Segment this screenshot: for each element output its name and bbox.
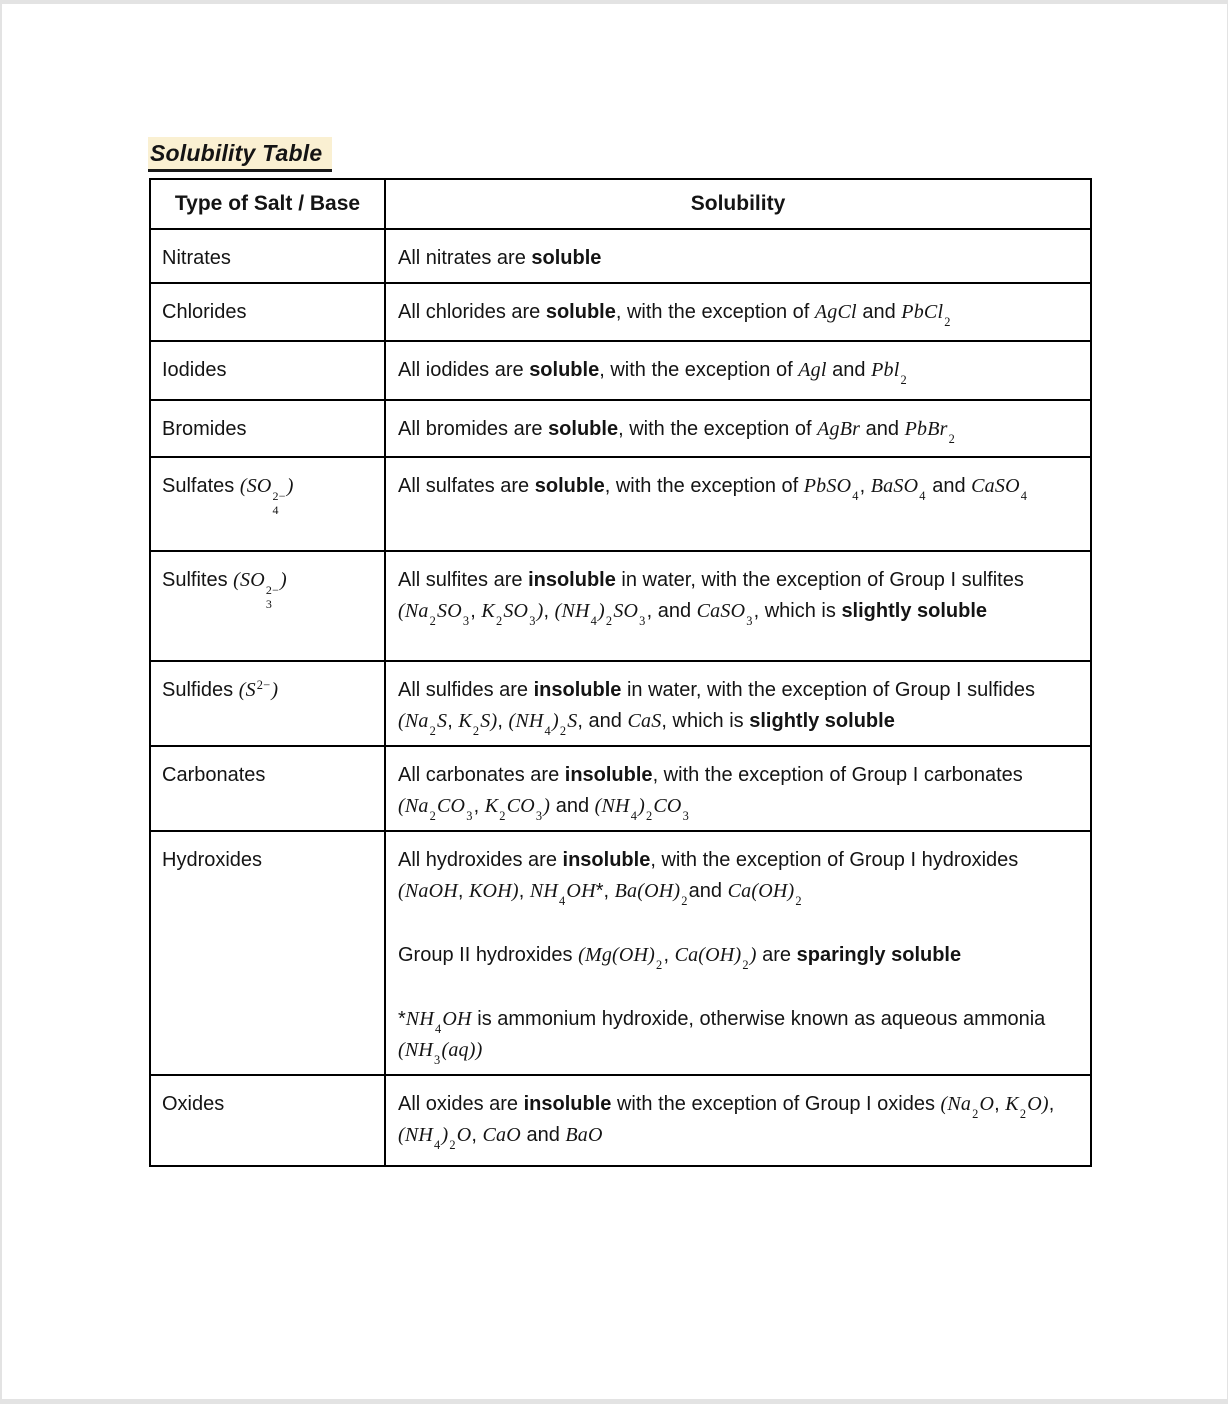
formula-text: BaO <box>565 1124 603 1146</box>
text-segment: , and <box>577 710 628 732</box>
chemical-formula <box>594 795 690 823</box>
bold-text-segment: insoluble <box>533 679 622 701</box>
text-segment: Carbonates <box>162 764 266 786</box>
solubility-paragraph <box>398 675 1074 737</box>
chemical-formula <box>398 710 448 738</box>
formula-text: S <box>437 710 448 732</box>
salt-type-cell <box>150 341 385 400</box>
text-segment: , <box>473 795 485 817</box>
formula-text: K <box>458 710 472 732</box>
text-segment: and <box>926 475 972 497</box>
bold-text-segment: soluble <box>531 247 602 269</box>
formula-text: CaS <box>627 710 662 732</box>
chemical-formula <box>901 301 951 329</box>
formula-text: Ca(OH) <box>727 880 795 902</box>
salt-type-cell <box>150 831 385 1075</box>
formula-subscript: 4 <box>434 1021 442 1036</box>
formula-text: ) <box>551 710 559 732</box>
chemical-formula <box>803 475 860 503</box>
formula-text: K <box>481 600 495 622</box>
formula-text: ) <box>271 679 279 701</box>
chemical-formula <box>674 944 757 972</box>
formula-text: CaO <box>482 1124 521 1146</box>
text-segment: , with the exception of <box>604 475 804 497</box>
formula-subscript: 3 <box>535 808 543 823</box>
formula-text: ) <box>598 600 605 622</box>
formula-text: SO <box>613 600 639 622</box>
formula-text: (SO <box>233 569 265 591</box>
chemical-formula <box>871 359 908 387</box>
text-segment: , <box>994 1093 1006 1115</box>
solubility-cell <box>385 229 1091 283</box>
text-segment: , <box>457 880 470 902</box>
formula-subscript: 4 <box>852 488 859 503</box>
solubility-cell <box>385 831 1091 1075</box>
formula-subscript: 4 <box>434 1137 441 1152</box>
solubility-paragraph <box>398 471 1074 502</box>
formula-text: CaSO <box>971 475 1020 497</box>
chemical-formula <box>904 418 956 446</box>
solubility-cell <box>385 746 1091 831</box>
table-row <box>150 341 1091 400</box>
chemical-formula <box>481 600 544 628</box>
formula-text: K <box>484 795 499 817</box>
text-segment: and <box>856 301 902 323</box>
bold-text-segment: insoluble <box>562 849 651 871</box>
text-segment: All sulfites are <box>398 569 529 591</box>
formula-text: ) <box>536 600 544 622</box>
table-row <box>150 746 1091 831</box>
chemical-formula <box>469 880 519 902</box>
table-row <box>150 831 1091 1075</box>
bold-text-segment: soluble <box>529 359 600 381</box>
chemical-formula <box>817 418 860 440</box>
text-segment: Sulfites <box>162 569 234 591</box>
table-row <box>150 457 1091 551</box>
formula-subscript: 4 <box>919 488 926 503</box>
formula-text: S) <box>480 710 498 732</box>
formula-subscript: 2 <box>656 957 663 972</box>
text-segment: , and <box>646 600 697 622</box>
solubility-cell <box>385 1075 1091 1166</box>
salt-type-cell <box>150 457 385 551</box>
formula-subscript: 3 <box>639 613 646 628</box>
formula-text: K <box>1005 1093 1019 1115</box>
bold-text-segment: insoluble <box>528 569 616 591</box>
text-segment: and <box>520 1124 566 1146</box>
chemical-formula <box>727 880 803 908</box>
formula-subscript: 2 <box>559 723 567 738</box>
text-segment: Group II hydroxides <box>398 944 579 966</box>
formula-text: O <box>456 1124 472 1146</box>
chemical-formula <box>398 795 474 823</box>
text-segment: , which is <box>661 710 750 732</box>
formula-subsup <box>272 490 287 518</box>
solubility-paragraph <box>398 243 1074 274</box>
text-segment: All nitrates are <box>398 247 532 269</box>
formula-text: AgBr <box>817 418 861 440</box>
formula-superscript: 2− <box>265 583 280 598</box>
solubility-paragraph <box>398 1004 1074 1066</box>
formula-text: PbSO <box>803 475 852 497</box>
solubility-paragraph <box>398 297 1074 328</box>
text-segment: All sulfides are <box>398 679 534 701</box>
solubility-paragraph <box>398 414 1074 445</box>
formula-text: OH <box>442 1008 472 1030</box>
formula-superscript: 2− <box>272 489 286 504</box>
chemical-formula <box>239 475 294 518</box>
bold-text-segment: insoluble <box>523 1093 612 1115</box>
table-row <box>150 661 1091 746</box>
formula-subscript: 3 <box>434 1052 441 1067</box>
solubility-paragraph <box>398 355 1074 386</box>
formula-subscript: 2 <box>429 613 437 628</box>
text-segment: , <box>470 600 482 622</box>
formula-text: (Mg(OH) <box>578 944 656 966</box>
text-segment: * <box>398 1008 406 1030</box>
bold-text-segment: soluble <box>545 301 616 323</box>
text-segment: , <box>859 475 871 497</box>
text-segment: with the exception of Group I oxides <box>611 1093 941 1115</box>
chemical-formula <box>529 880 596 908</box>
text-segment: Chlorides <box>162 301 247 323</box>
formula-text: Pbl <box>871 359 900 381</box>
formula-subscript: 2 <box>1019 1106 1027 1121</box>
solubility-cell <box>385 283 1091 341</box>
formula-subscript: 4 <box>272 503 279 518</box>
solubility-table <box>149 178 1092 1167</box>
formula-text: Ca(OH) <box>674 944 742 966</box>
formula-text: PbBr <box>904 418 948 440</box>
text-segment: Iodides <box>162 359 227 381</box>
formula-subscript: 2 <box>948 431 956 446</box>
header-solubility: Solubility <box>385 179 1091 229</box>
formula-subscript: 3 <box>462 613 470 628</box>
solubility-cell <box>385 457 1091 551</box>
formula-subscript: 3 <box>529 613 536 628</box>
text-segment: Sulfates <box>162 475 240 497</box>
formula-text: SO <box>437 600 462 622</box>
formula-text: NH <box>529 880 559 902</box>
chemical-formula <box>398 600 470 628</box>
text-segment: , which is <box>753 600 842 622</box>
chemical-formula <box>405 1008 472 1036</box>
salt-type-cell <box>150 400 385 457</box>
text-segment: , with the exception of Group I hydroxides <box>650 849 1019 871</box>
chemical-formula <box>398 880 458 902</box>
formula-text: (S <box>238 679 256 701</box>
formula-subscript: 2 <box>795 893 802 908</box>
formula-text: ) <box>749 944 757 966</box>
solubility-cell <box>385 400 1091 457</box>
bold-text-segment: soluble <box>548 418 619 440</box>
chemical-formula <box>484 795 551 823</box>
chemical-formula <box>483 1124 521 1146</box>
text-segment: in water, with the exception of Group I sulfides <box>621 679 1035 701</box>
solubility-paragraph <box>398 565 1074 627</box>
text-segment: , <box>543 600 555 622</box>
chemical-formula <box>940 1093 995 1121</box>
text-segment: is ammonium hydroxide, otherwise known as aqueous ammonia <box>471 1008 1046 1030</box>
formula-subscript: 4 <box>559 893 566 908</box>
text-segment: in water, with the exception of Group I sulfites <box>615 569 1024 591</box>
formula-text: O <box>979 1093 995 1115</box>
salt-type-cell <box>150 661 385 746</box>
title-row <box>148 137 1227 172</box>
formula-subscript: 4 <box>1020 488 1028 503</box>
chemical-formula <box>233 569 287 612</box>
formula-subscript: 2 <box>742 957 749 972</box>
formula-subsup <box>265 584 280 612</box>
header-type-of-salt: Type of Salt / Base <box>150 179 385 229</box>
text-segment: Hydroxides <box>162 849 263 871</box>
formula-subscript: 2 <box>495 613 503 628</box>
chemical-formula <box>696 600 754 628</box>
text-segment: , <box>518 880 530 902</box>
formula-text: (Na <box>398 795 429 817</box>
chemical-formula <box>870 475 927 503</box>
bold-text-segment: soluble <box>534 475 605 497</box>
formula-text: Ba(OH) <box>614 880 681 902</box>
text-segment: , with the exception of Group I carbonates <box>652 764 1023 786</box>
chemical-formula <box>1005 1093 1049 1121</box>
chemical-formula <box>627 710 661 732</box>
chemical-formula <box>239 679 279 701</box>
solubility-cell <box>385 341 1091 400</box>
document-page <box>2 4 1227 1399</box>
salt-type-cell <box>150 229 385 283</box>
formula-text: ) <box>638 795 645 817</box>
formula-subscript: 2 <box>944 314 951 329</box>
formula-subscript: 4 <box>544 723 551 738</box>
formula-text: NH <box>405 1008 434 1030</box>
formula-text: (Na <box>940 1093 972 1115</box>
formula-text: PbCl <box>901 301 944 323</box>
formula-text: CaSO <box>696 600 746 622</box>
table-header-row <box>150 179 1091 229</box>
chemical-formula <box>578 944 663 972</box>
formula-subscript: 3 <box>682 808 689 823</box>
formula-subscript: 3 <box>466 808 473 823</box>
text-segment: and <box>550 795 595 817</box>
text-segment: All carbonates are <box>398 764 565 786</box>
formula-subscript: 2 <box>472 723 480 738</box>
table-row <box>150 400 1091 457</box>
text-segment: All hydroxides are <box>398 849 563 871</box>
formula-text: BaSO <box>870 475 919 497</box>
text-segment: and <box>826 359 872 381</box>
table-row <box>150 229 1091 283</box>
formula-subscript: 2 <box>429 723 437 738</box>
formula-text: (NH <box>594 795 630 817</box>
formula-text: (NaOH <box>398 880 458 902</box>
text-segment: and <box>860 418 905 440</box>
formula-text: CO <box>506 795 535 817</box>
formula-text: ) <box>280 569 287 591</box>
text-segment: Oxides <box>162 1093 225 1115</box>
formula-text: (NH <box>554 600 590 622</box>
text-segment: All sulfates are <box>398 475 535 497</box>
bold-text-segment: insoluble <box>564 764 653 786</box>
formula-text: (aq)) <box>441 1039 483 1061</box>
salt-type-cell <box>150 283 385 341</box>
formula-subscript: 2 <box>645 808 653 823</box>
text-segment: All chlorides are <box>398 301 546 323</box>
formula-subscript: 4 <box>630 808 638 823</box>
formula-text: KOH) <box>469 880 519 902</box>
formula-text: S <box>567 710 578 732</box>
text-segment: Bromides <box>162 418 247 440</box>
text-segment: All bromides are <box>398 418 549 440</box>
chemical-formula <box>815 301 857 323</box>
solubility-paragraph <box>398 1089 1074 1151</box>
page-title: Solubility Table <box>148 137 332 172</box>
text-segment: , <box>663 944 675 966</box>
solubility-cell <box>385 551 1091 661</box>
chemical-formula <box>398 1039 483 1067</box>
text-segment: All oxides are <box>398 1093 524 1115</box>
formula-subscript: 2 <box>499 808 506 823</box>
formula-text: O) <box>1027 1093 1049 1115</box>
text-segment: , with the exception of <box>615 301 815 323</box>
bold-text-segment: sparingly soluble <box>796 944 962 966</box>
formula-text: ) <box>543 795 551 817</box>
formula-text: CO <box>653 795 682 817</box>
salt-type-cell <box>150 1075 385 1166</box>
formula-text: (NH <box>398 1124 434 1146</box>
chemical-formula <box>971 475 1028 503</box>
salt-type-cell <box>150 551 385 661</box>
text-segment: , with the exception of <box>618 418 818 440</box>
formula-subscript: 2 <box>900 372 907 387</box>
chemical-formula <box>798 359 826 381</box>
formula-text: SO <box>503 600 529 622</box>
formula-text: OH <box>566 880 596 902</box>
text-segment: Nitrates <box>162 247 231 269</box>
formula-text: ) <box>441 1124 449 1146</box>
chemical-formula <box>458 710 498 738</box>
solubility-paragraph <box>398 940 1074 971</box>
chemical-formula <box>614 880 689 908</box>
text-segment: , <box>1048 1093 1055 1115</box>
formula-text: (SO <box>239 475 272 497</box>
solubility-cell <box>385 661 1091 746</box>
text-segment: *, <box>595 880 615 902</box>
formula-subscript: 3 <box>746 613 753 628</box>
formula-subscript: 2 <box>681 893 688 908</box>
text-segment: , <box>447 710 459 732</box>
formula-subscript: 2 <box>972 1106 979 1121</box>
formula-text: CO <box>437 795 466 817</box>
formula-text: (Na <box>398 710 429 732</box>
chemical-formula <box>565 1124 602 1146</box>
chemical-formula <box>554 600 647 628</box>
text-segment: Sulfides <box>162 679 239 701</box>
formula-text: (Na <box>398 600 429 622</box>
table-row <box>150 1075 1091 1166</box>
text-segment: All iodides are <box>398 359 530 381</box>
solubility-paragraph <box>398 845 1074 907</box>
formula-text: Agl <box>798 359 827 381</box>
formula-text: ) <box>286 475 294 497</box>
bold-text-segment: slightly soluble <box>841 600 988 622</box>
table-row <box>150 551 1091 661</box>
formula-subscript: 2 <box>429 808 437 823</box>
text-segment: , with the exception of <box>599 359 799 381</box>
bold-text-segment: slightly soluble <box>749 710 895 732</box>
formula-text: (NH <box>398 1039 434 1061</box>
text-segment: are <box>756 944 797 966</box>
formula-subscript: 4 <box>590 613 598 628</box>
text-segment: , <box>497 710 509 732</box>
formula-subscript: 2 <box>449 1137 456 1152</box>
formula-text: (NH <box>508 710 544 732</box>
formula-subscript: 2 <box>605 613 613 628</box>
solubility-paragraph <box>398 760 1074 822</box>
text-segment: and <box>688 880 728 902</box>
table-row <box>150 283 1091 341</box>
formula-superscript: 2− <box>256 678 271 693</box>
text-segment: , <box>471 1124 483 1146</box>
chemical-formula <box>508 710 578 738</box>
formula-text: AgCl <box>814 301 857 323</box>
salt-type-cell <box>150 746 385 831</box>
chemical-formula <box>398 1124 472 1152</box>
formula-subscript: 3 <box>265 597 273 612</box>
